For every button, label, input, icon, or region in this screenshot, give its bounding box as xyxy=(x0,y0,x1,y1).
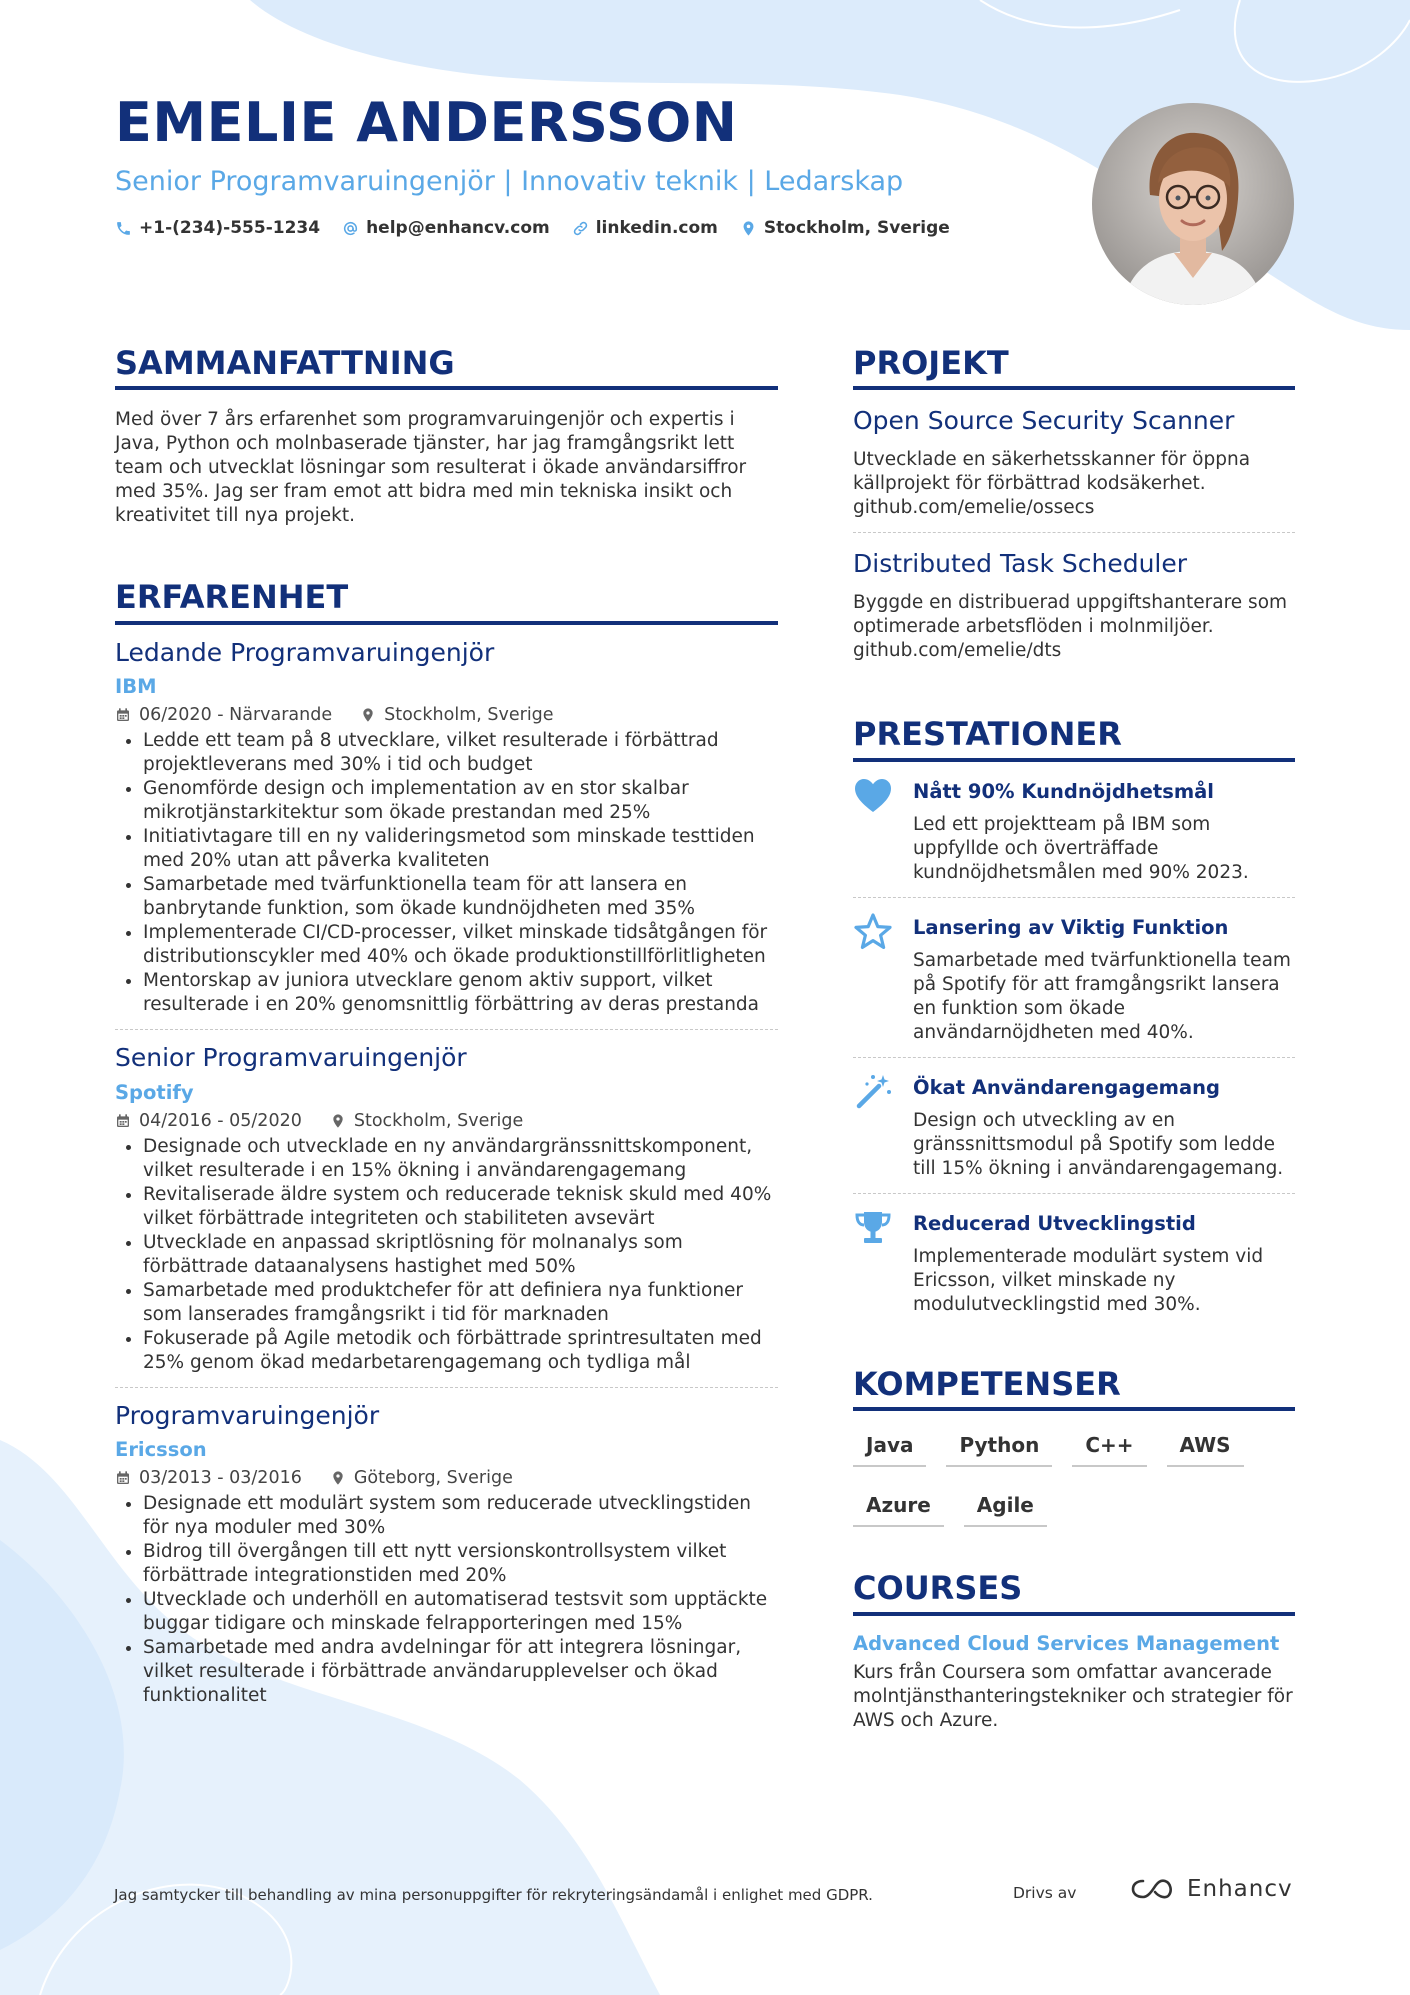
summary-section xyxy=(115,344,778,528)
achievement-title: Lansering av Viktig Funktion xyxy=(913,915,1229,939)
contact-linkedin[interactable] xyxy=(572,218,718,238)
contact-email-text: help@enhancv.com xyxy=(366,218,550,238)
heart-icon xyxy=(853,776,893,816)
bullet-item: • Bidrog till övergången till ett nytt versionskontrollsystem vilket förbättrade integrationstiden med 20% xyxy=(143,1540,778,1588)
job-dates-text: 06/2020 - Närvarande xyxy=(139,705,333,726)
location-pin-icon xyxy=(740,220,757,237)
bullet-item: • Ledde ett team på 8 utvecklare, vilket resulterade i förbättrad projektleverans med 30% i tid och budget xyxy=(143,729,778,777)
left-column xyxy=(115,344,778,1708)
bullet-item: • Utvecklade och underhöll en automatiserad testsvit som upptäckte buggar tidigare och minskade felrapporteringen med 15% xyxy=(143,1588,778,1636)
bullet-item: • Designade och utvecklade en ny användargränssnittskomponent, vilket resulterade i en 15% ökning i användarengagemang xyxy=(143,1135,778,1183)
summary-text: Med över 7 års erfarenhet som programvaruingenjör och expertis i Java, Python och molnbaserade tjänster, har jag framgångsrikt lett team och utvecklat lösningar som resulterat i ökade användarsiffror med 35%. Jag ser fram emot att bidra med min tekniska insikt och kreativitet till nya projekt. xyxy=(115,409,747,527)
divider xyxy=(853,897,1295,898)
skill-tag: Python xyxy=(946,1427,1052,1467)
job-bullets xyxy=(115,1135,778,1375)
divider xyxy=(853,1057,1295,1058)
divider xyxy=(115,1387,778,1388)
trophy-icon xyxy=(853,1208,893,1248)
job-dates-text: 04/2016 - 05/2020 xyxy=(139,1110,302,1131)
job-entry xyxy=(115,637,778,1031)
contact-email[interactable] xyxy=(342,218,550,238)
job-entry xyxy=(115,1042,778,1388)
projects-title: PROJEKT xyxy=(853,344,1295,390)
enhancv-brand[interactable] xyxy=(1131,1876,1293,1902)
course-description: Kurs från Coursera som omfattar avancerade molntjänsthanteringstekniker och strategier för AWS och Azure. xyxy=(853,1661,1293,1731)
at-icon xyxy=(342,220,359,237)
candidate-name: EMELIE ANDERSSON xyxy=(115,91,738,154)
job-location xyxy=(330,1111,523,1131)
job-dates xyxy=(115,705,332,725)
company-name: IBM xyxy=(115,675,157,699)
bullet-item: • Revitaliserade äldre system och reducerade teknisk skuld med 40% vilket förbättrade integriteten och stabiliteten avsevärt xyxy=(143,1183,778,1231)
company-name: Ericsson xyxy=(115,1438,207,1462)
gdpr-consent: Jag samtycker till behandling av mina personuppgifter för rekryteringsändamål i enlighet med GDPR. xyxy=(114,1886,873,1904)
skills-title: KOMPETENSER xyxy=(853,1365,1295,1411)
contact-location xyxy=(740,218,950,238)
job-meta xyxy=(115,1468,778,1488)
divider xyxy=(853,1193,1295,1194)
courses-title: COURSES xyxy=(853,1569,1295,1615)
location-pin-icon xyxy=(330,1470,346,1486)
job-meta xyxy=(115,1111,778,1131)
achievement-title: Ökat Användarengagemang xyxy=(913,1075,1221,1099)
bullet-item: • Samarbetade med andra avdelningar för att integrera lösningar, vilket resulterade i förbättrade användarupplevelser och ökad funktionalitet xyxy=(143,1636,778,1708)
skill-tag: Azure xyxy=(853,1487,944,1527)
project-title: Open Source Security Scanner xyxy=(853,406,1235,436)
courses-section xyxy=(853,1569,1295,1732)
skill-list xyxy=(853,1427,1295,1547)
job-title: Ledande Programvaruingenjör xyxy=(115,637,495,667)
calendar-icon xyxy=(115,1470,131,1486)
contact-location-text: Stockholm, Sverige xyxy=(763,218,950,238)
bullet-item: • Initiativtagare till en ny valideringsmetod som minskade testtiden med 20% utan att påverka kvaliteten xyxy=(143,825,778,873)
calendar-icon xyxy=(115,1113,131,1129)
achievement-entry xyxy=(853,776,1295,885)
summary-title: SAMMANFATTNING xyxy=(115,344,778,390)
project-description: Utvecklade en säkerhetsskanner för öppna källprojekt för förbättrad kodsäkerhet. xyxy=(853,449,1251,495)
headline: Senior Programvaruingenjör | Innovativ teknik | Ledarskap xyxy=(115,166,904,197)
experience-section xyxy=(115,578,778,1708)
project-link[interactable]: github.com/emelie/dts xyxy=(853,640,1062,662)
job-title: Senior Programvaruingenjör xyxy=(115,1043,467,1073)
skill-tag: C++ xyxy=(1072,1427,1146,1467)
achievement-description: Design och utveckling av en gränssnittsmodul på Spotify som ledde till 15% ökning i användarengagemang. xyxy=(913,1109,1284,1179)
bullet-item: • Utvecklade en anpassad skriptlösning för molnanalys som förbättrade dataanalysens hastighet med 50% xyxy=(143,1231,778,1279)
job-meta xyxy=(115,705,778,725)
bullet-item: • Genomförde design och implementation av en stor skalbar mikrotjänstarkitektur som ökade prestandan med 25% xyxy=(143,777,778,825)
powered-by-label: Drivs av xyxy=(1013,1884,1077,1902)
contact-linkedin-text: linkedin.com xyxy=(595,218,718,238)
bullet-item: • Fokuserade på Agile metodik och förbättrade sprintresultaten med 25% genom ökad medarbetarengagemang och tydliga mål xyxy=(143,1327,778,1375)
divider xyxy=(853,532,1295,533)
job-location xyxy=(330,1468,513,1488)
job-bullets xyxy=(115,1492,778,1708)
skill-tag: Agile xyxy=(964,1487,1047,1527)
link-icon xyxy=(572,220,589,237)
enhancv-wordmark: Enhancv xyxy=(1187,1876,1293,1902)
job-location xyxy=(360,705,553,725)
achievement-entry xyxy=(853,1072,1295,1181)
achievements-section xyxy=(853,715,1295,1316)
skills-section xyxy=(853,1365,1295,1547)
job-dates xyxy=(115,1111,302,1131)
project-link[interactable]: github.com/emelie/ossecs xyxy=(853,497,1095,519)
company-name: Spotify xyxy=(115,1080,194,1104)
bullet-item: • Implementerade CI/CD-processer, vilket minskade tidsåtgången för distributionscykler med 40% och ökade produktionstillförlitligheten xyxy=(143,921,778,969)
profile-photo xyxy=(1092,103,1294,305)
achievements-title: PRESTATIONER xyxy=(853,715,1295,761)
achievement-title: Nått 90% Kundnöjdhetsmål xyxy=(913,779,1214,803)
project-entry xyxy=(853,406,1295,533)
contact-phone-text: +1-(234)-555-1234 xyxy=(139,218,321,238)
project-description: Byggde en distribuerad uppgiftshanterare som optimerade arbetsflöden i molnmiljöer. xyxy=(853,592,1288,638)
phone-icon xyxy=(115,220,132,237)
location-pin-icon xyxy=(330,1113,346,1129)
star-icon xyxy=(853,912,893,952)
job-location-text: Stockholm, Sverige xyxy=(384,705,554,726)
project-entry xyxy=(853,549,1295,663)
bullet-item: • Samarbetade med produktchefer för att definiera nya funktioner som lanserades framgångsrikt i tid för marknaden xyxy=(143,1279,778,1327)
enhancv-logo-icon xyxy=(1131,1877,1177,1901)
job-location-text: Göteborg, Sverige xyxy=(353,1468,513,1489)
achievement-entry xyxy=(853,912,1295,1045)
calendar-icon xyxy=(115,707,131,723)
achievement-description: Samarbetade med tvärfunktionella team på Spotify för att framgångsrikt lansera en funktion som ökade användarnöjdheten med 40%. xyxy=(913,949,1291,1043)
job-entry xyxy=(115,1400,778,1709)
contact-bar xyxy=(115,218,972,238)
skill-tag: AWS xyxy=(1167,1427,1244,1467)
job-title: Programvaruingenjör xyxy=(115,1400,380,1430)
bullet-item: • Mentorskap av juniora utvecklare genom aktiv support, vilket resulterade i en 20% genomsnittlig förbättring av deras prestanda xyxy=(143,969,778,1017)
achievement-entry xyxy=(853,1208,1295,1317)
magic-wand-icon xyxy=(853,1072,893,1112)
projects-section xyxy=(853,344,1295,663)
job-bullets xyxy=(115,729,778,1017)
job-location-text: Stockholm, Sverige xyxy=(353,1110,524,1131)
bullet-item: • Samarbetade med tvärfunktionella team för att lansera en banbrytande funktion, som ökade kundnöjdheten med 35% xyxy=(143,873,778,921)
project-title: Distributed Task Scheduler xyxy=(853,549,1188,579)
achievement-description: Implementerade modulärt system vid Ericsson, vilket minskade ny modulutvecklingstid med 30%. xyxy=(913,1245,1264,1315)
divider xyxy=(115,1029,778,1030)
contact-phone[interactable] xyxy=(115,218,320,238)
portrait-illustration xyxy=(1092,103,1294,305)
job-dates-text: 03/2013 - 03/2016 xyxy=(139,1468,302,1489)
job-dates xyxy=(115,1468,302,1488)
experience-title: ERFARENHET xyxy=(115,578,778,624)
skill-tag: Java xyxy=(853,1427,926,1467)
achievement-description: Led ett projektteam på IBM som uppfyllde och överträffade kundnöjdhetsmålen med 90% 2023. xyxy=(913,813,1249,883)
bullet-item: • Designade ett modulärt system som reducerade utvecklingstiden för nya moduler med 30% xyxy=(143,1492,778,1540)
achievement-title: Reducerad Utvecklingstid xyxy=(913,1211,1196,1235)
location-pin-icon xyxy=(360,707,376,723)
right-column xyxy=(853,344,1295,1733)
course-title: Advanced Cloud Services Management xyxy=(853,1631,1280,1655)
